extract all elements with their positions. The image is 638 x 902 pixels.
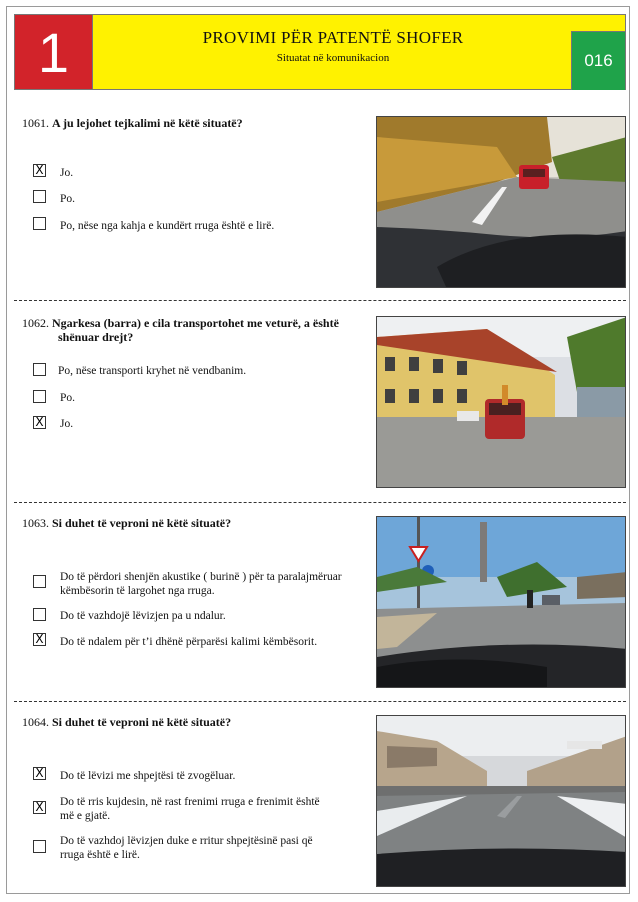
answer-checkbox[interactable] — [33, 575, 46, 588]
answer-checkbox[interactable] — [33, 363, 46, 376]
answer-checkbox[interactable] — [33, 416, 46, 429]
question-text: Si duhet të veproni në këtë situatë? — [52, 516, 232, 530]
page-title: PROVIMI PËR PATENTË SHOFER — [202, 28, 464, 47]
answer-option: Po. — [60, 392, 76, 404]
answer-option — [60, 795, 320, 823]
answer-option: Do të vazhdojë lëvizjen pa u ndalur. — [60, 610, 226, 622]
question-text: A ju lejohet tejkalimi në këtë situatë? — [52, 116, 243, 130]
answer-checkbox[interactable] — [33, 608, 46, 621]
question-text-line2: shënuar drejt? — [58, 330, 134, 344]
situation-photo — [376, 715, 626, 887]
question-text-continued — [58, 330, 133, 345]
question-number: 1063. — [22, 516, 49, 530]
question-number: 1062. — [22, 316, 49, 330]
question-heading — [22, 116, 243, 131]
check-mark: X — [35, 632, 44, 646]
answer-checkbox[interactable] — [33, 633, 46, 646]
answer-checkbox[interactable] — [33, 190, 46, 203]
situation-photo — [376, 116, 626, 288]
answer-option-line1: Do të vazhdoj lëvizjen duke e rritur shpejtësinë pasi që — [60, 835, 313, 847]
section-number: 1 — [15, 15, 93, 89]
answer-option: Jo. — [60, 418, 74, 430]
answer-option: Do të lëvizi me shpejtësi të zvogëluar. — [60, 770, 236, 782]
question-heading — [22, 715, 231, 730]
situation-photo — [376, 316, 626, 488]
answer-option — [60, 570, 342, 598]
answer-option — [60, 834, 313, 862]
answer-checkbox[interactable] — [33, 217, 46, 230]
answer-option: Po. — [60, 193, 76, 205]
answer-checkbox[interactable] — [33, 767, 46, 780]
answer-option-line1: Do të përdori shenjën akustike ( burinë ) për ta paralajmëruar — [60, 571, 342, 583]
answer-option-line2: këmbësorin të largohet nga rruga. — [60, 585, 215, 597]
page-subtitle: Situatat në komunikacion — [276, 52, 390, 64]
section-divider — [14, 502, 626, 503]
question-number: 1061. — [22, 116, 49, 130]
answer-option: Po, nëse nga kahja e kundërt rruga është e lirë. — [60, 220, 275, 232]
question-text: Si duhet të veproni në këtë situatë? — [52, 715, 232, 729]
answer-option-line1: Do të rris kujdesin, në rast frenimi rruga e frenimit është — [60, 796, 320, 808]
question-heading — [22, 516, 231, 531]
answer-option-line2: rruga është e lirë. — [60, 849, 140, 861]
answer-checkbox[interactable] — [33, 390, 46, 403]
answer-checkbox[interactable] — [33, 801, 46, 814]
page-code-badge: 016 — [571, 31, 625, 90]
answer-checkbox[interactable] — [33, 840, 46, 853]
section-divider — [14, 300, 626, 301]
check-mark: X — [35, 800, 44, 814]
section-divider — [14, 701, 626, 702]
check-mark: X — [35, 163, 44, 177]
question-heading — [22, 316, 339, 331]
answer-checkbox[interactable] — [33, 164, 46, 177]
check-mark: X — [35, 415, 44, 429]
header-banner — [14, 14, 626, 90]
answer-option: Do të ndalem për t’i dhënë përparësi kalimi këmbësorit. — [60, 636, 318, 648]
question-number: 1064. — [22, 715, 49, 729]
answer-option-line2: më e gjatë. — [60, 810, 111, 822]
answer-option: Jo. — [60, 167, 74, 179]
answer-option: Po, nëse transporti kryhet në vendbanim. — [58, 365, 247, 377]
check-mark: X — [35, 766, 44, 780]
question-text: Ngarkesa (barra) e cila transportohet me veturë, a është — [52, 316, 339, 330]
situation-photo — [376, 516, 626, 688]
